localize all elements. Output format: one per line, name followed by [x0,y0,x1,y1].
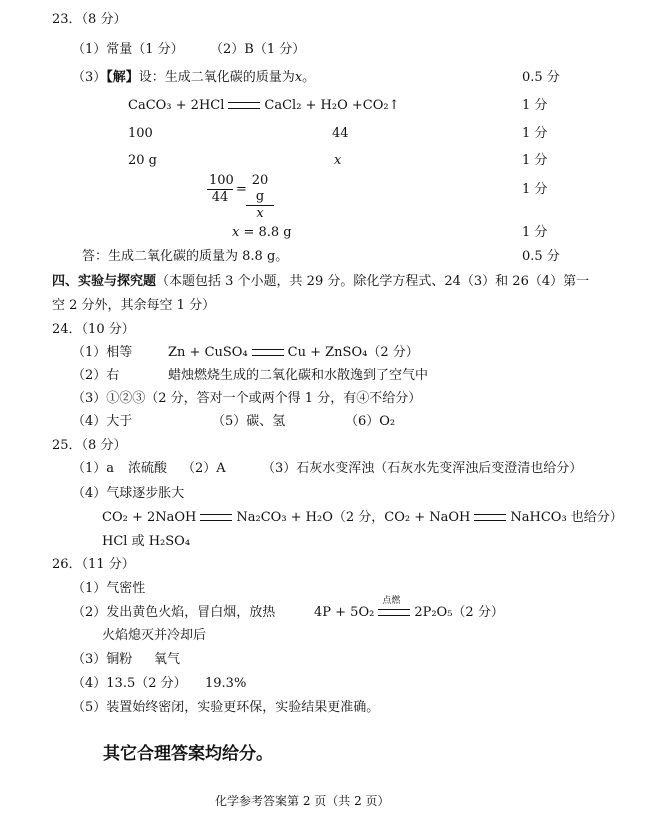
equals-sign-icon [378,609,410,616]
q23-eq-left: CaCO₃ + 2HCl [128,98,225,113]
q23-line3-var: x [294,70,303,85]
page-footer: 化学参考答案第 2 页（共 2 页） [215,794,390,808]
q24-line4a: （4）大于 [72,414,133,429]
q25-line1c: （2）A [182,461,226,476]
q23-result [232,225,292,241]
q23-line1b: （2）B（1 分） [210,42,306,57]
q23-header: 23．（8 分） [52,12,127,27]
q26-line5: （5）装置始终密闭，实验更环保，实验结果更准确。 [72,700,380,715]
q24-equation [168,345,419,361]
section4-line1 [52,274,589,290]
q23-line3 [72,70,315,86]
q23-score3: 1 分 [522,126,548,141]
q23-line1a: （1）常量（1 分） [72,42,184,57]
q24-eq-right: Cu + ZnSO₄（2 分） [287,345,419,360]
q23-line3-end: 。 [302,70,316,85]
q25-line4: HCl 或 H₂SO₄ [102,534,191,549]
q23-given2: x [334,153,342,168]
q24-eq-left: Zn + CuSO₄ [168,345,248,360]
q24-header: 24．（10 分） [52,322,135,337]
q24-line3: （3）①②③（2 分，答对一个或两个得 1 分，有④不给分） [72,391,422,406]
q23-score7: 0.5 分 [522,249,560,264]
q23-score6: 1 分 [522,225,548,240]
q25-line1a: （1）a [72,461,115,476]
section4-title: 四、实验与探究题 [52,274,157,289]
section4-desc2: 空 2 分外，其余每空 1 分） [52,298,216,313]
q24-line1a: （1）相等 [72,345,133,360]
q26-eq-left: 4P + 5O₂ [314,605,375,620]
q26-line1: （1）气密性 [72,581,146,596]
equals-sign-icon [252,349,284,356]
q25-eq1-end: NaHCO₃ 也给分） [510,510,623,525]
q24-line4b: （5）碳、氢 [212,414,286,429]
q24-line2a: （2）右 [72,368,120,383]
q23-fraction2-num: 20 g [246,173,274,206]
q26-line4a: （4）13.5（2 分） [72,676,187,691]
q26-line4b: 19.3% [205,676,247,691]
q25-eq1-right: Na₂CO₃ + H₂O（2 分，CO₂ + NaOH [236,510,471,525]
q26-line3b: 氧气 [154,652,181,667]
q25-line1d: （3）石灰水变浑浊（石灰水先变浑浊后变澄清也给分） [262,461,583,476]
q23-score5: 1 分 [522,182,548,197]
q26-line3a: （3）铜粉 [72,652,133,667]
q25-eq1-left: CO₂ + 2NaOH [102,510,197,525]
equals-sign-icon [200,514,232,521]
closing-note: 其它合理答案均给分。 [103,744,273,764]
equals-sign-icon [474,514,506,521]
q23-mass2: 44 [332,126,349,141]
q26-equation [314,596,504,621]
q26-eq-right: 2P₂O₅（2 分） [414,605,504,620]
q26-eq-sign [374,596,414,621]
q23-mass1: 100 [128,126,153,141]
q25-header: 25．（8 分） [52,438,127,453]
q26-eq-condition: 点燃 [382,596,401,606]
q23-score2: 1 分 [522,98,548,113]
q23-eq-right: CaCl₂ + H₂O +CO₂↑ [264,98,400,113]
q25-line1b: 浓硫酸 [128,461,168,476]
q25-equation [102,510,623,526]
q24-line4c: （6）O₂ [345,414,396,429]
q23-result-value: = 8.8 g [239,225,292,240]
q24-line2b: 蜡烛燃烧生成的二氧化碳和水散逸到了空气中 [168,368,429,383]
q23-jie: 【解】 [106,70,139,85]
q23-fraction1-num: 100 [209,173,234,188]
q23-fraction1 [207,173,233,206]
q23-score1: 0.5 分 [522,70,560,85]
q23-line3-prefix: （3） [72,70,107,85]
q23-fraction2-den: x [256,206,264,221]
q23-answer: 答：生成二氧化碳的质量为 8.8 g。 [82,249,289,264]
q26-header: 26．（11 分） [52,557,135,572]
q23-fraction1-den: 44 [211,190,229,205]
q26-line2b: 火焰熄灭并冷却后 [102,628,207,643]
q23-result-var: x [232,225,240,240]
q26-line2a: （2）发出黄色火焰，冒白烟，放热 [72,605,276,620]
q23-fraction-equals: = [236,182,247,197]
q23-score4: 1 分 [522,153,548,168]
section4-desc1: （本题包括 3 个小题，共 29 分。除化学方程式、24（3）和 26（4）第一 [156,274,590,289]
q23-line3-text: 设：生成二氧化碳的质量为 [138,70,295,85]
equals-sign-icon [228,102,260,109]
q23-fraction2 [246,173,274,222]
q23-given1: 20 g [128,153,157,168]
q25-line2: （4）气球逐步胀大 [72,486,185,501]
q23-equation [128,98,400,114]
